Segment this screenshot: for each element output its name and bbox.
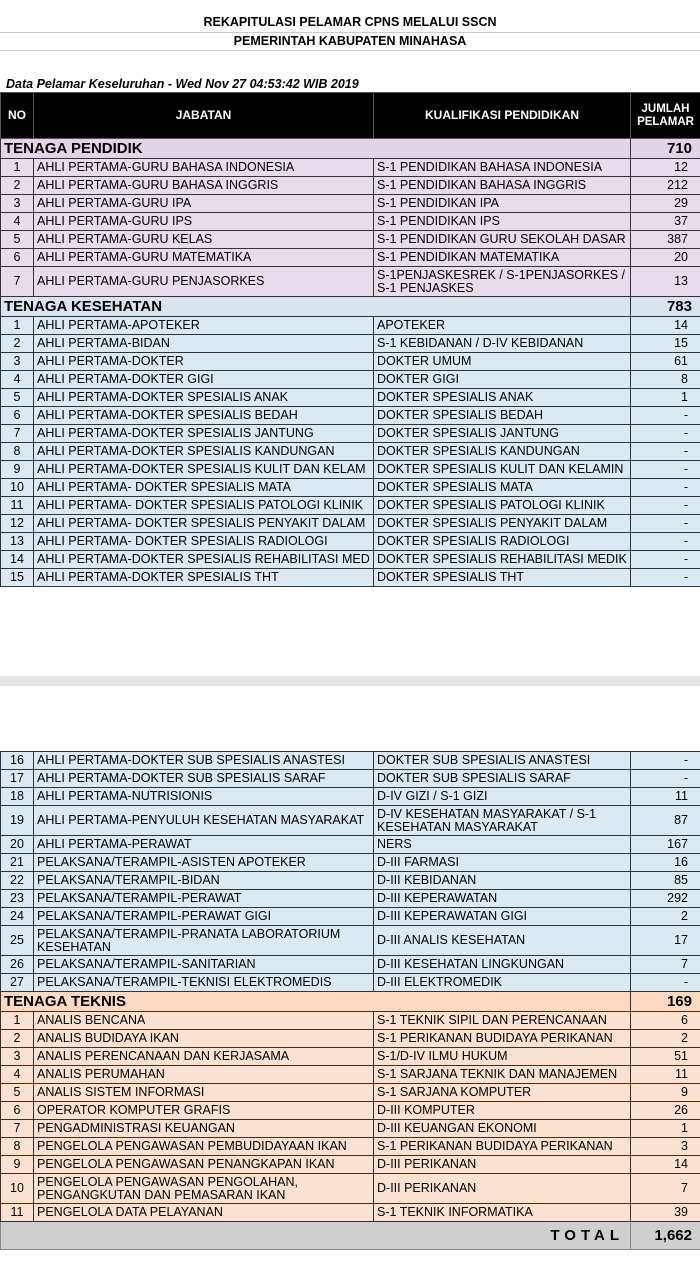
row-jabatan: AHLI PERTAMA-DOKTER SPESIALIS BEDAH bbox=[34, 407, 374, 425]
table-row bbox=[1, 854, 700, 872]
row-jumlah: - bbox=[631, 974, 700, 992]
row-jumlah: 16 bbox=[631, 854, 700, 872]
table-row bbox=[1, 425, 700, 443]
row-jabatan: ANALIS BENCANA bbox=[34, 1012, 374, 1030]
table-row bbox=[1, 497, 700, 515]
row-kualifikasi: DOKTER SPESIALIS ANAK bbox=[374, 389, 631, 407]
row-jabatan: AHLI PERTAMA-DOKTER SPESIALIS REHABILITASI MED bbox=[34, 551, 374, 569]
row-jumlah: - bbox=[631, 479, 700, 497]
row-number: 4 bbox=[1, 213, 34, 231]
row-jumlah: 292 bbox=[631, 890, 700, 908]
row-jumlah: 7 bbox=[631, 956, 700, 974]
table-row bbox=[1, 1102, 700, 1120]
row-number: 21 bbox=[1, 854, 34, 872]
row-kualifikasi: S-1 TEKNIK INFORMATIKA bbox=[374, 1204, 631, 1222]
pendidik-rows bbox=[1, 139, 700, 297]
table-row bbox=[1, 1048, 700, 1066]
table-row bbox=[1, 195, 700, 213]
row-kualifikasi: S-1 KEBIDANAN / D-IV KEBIDANAN bbox=[374, 335, 631, 353]
row-jumlah: 37 bbox=[631, 213, 700, 231]
table-row bbox=[1, 974, 700, 992]
row-number: 11 bbox=[1, 1204, 34, 1222]
total-label: TOTAL bbox=[1, 1222, 631, 1250]
table-row bbox=[1, 569, 700, 587]
table-row bbox=[1, 159, 700, 177]
row-kualifikasi: S-1 SARJANA TEKNIK DAN MANAJEMEN bbox=[374, 1066, 631, 1084]
row-jabatan: AHLI PERTAMA-DOKTER GIGI bbox=[34, 371, 374, 389]
table-row bbox=[1, 872, 700, 890]
row-jabatan: PENGADMINISTRASI KEUANGAN bbox=[34, 1120, 374, 1138]
row-jumlah: 2 bbox=[631, 908, 700, 926]
row-number: 1 bbox=[1, 159, 34, 177]
row-jumlah: 51 bbox=[631, 1048, 700, 1066]
row-number: 6 bbox=[1, 249, 34, 267]
table-row bbox=[1, 956, 700, 974]
row-jumlah: - bbox=[631, 461, 700, 479]
table-row bbox=[1, 1030, 700, 1048]
row-jumlah: - bbox=[631, 533, 700, 551]
table-row bbox=[1, 317, 700, 335]
row-jumlah: 61 bbox=[631, 353, 700, 371]
row-jabatan: PELAKSANA/TERAMPIL-PRANATA LABORATORIUM KESEHATAN bbox=[34, 926, 374, 956]
row-kualifikasi: D-III FARMASI bbox=[374, 854, 631, 872]
table-row bbox=[1, 806, 700, 836]
row-number: 6 bbox=[1, 407, 34, 425]
row-jabatan: PELAKSANA/TERAMPIL-PERAWAT GIGI bbox=[34, 908, 374, 926]
teknis-rows bbox=[1, 992, 700, 1222]
table-row bbox=[1, 533, 700, 551]
row-jumlah: - bbox=[631, 515, 700, 533]
row-jabatan: PELAKSANA/TERAMPIL-SANITARIAN bbox=[34, 956, 374, 974]
table-row bbox=[1, 1156, 700, 1174]
row-jabatan: ANALIS PERENCANAAN DAN KERJASAMA bbox=[34, 1048, 374, 1066]
row-number: 19 bbox=[1, 806, 34, 836]
row-kualifikasi: S-1 PENDIDIKAN BAHASA INGGRIS bbox=[374, 177, 631, 195]
row-jumlah: 1 bbox=[631, 389, 700, 407]
row-jabatan: PENGELOLA PENGAWASAN PENANGKAPAN IKAN bbox=[34, 1156, 374, 1174]
row-jumlah: 26 bbox=[631, 1102, 700, 1120]
row-number: 16 bbox=[1, 752, 34, 770]
row-jabatan: AHLI PERTAMA-DOKTER SPESIALIS KULIT DAN KELAM bbox=[34, 461, 374, 479]
table-row bbox=[1, 407, 700, 425]
header-kualifikasi: KUALIFIKASI PENDIDIKAN bbox=[374, 93, 631, 139]
row-number: 12 bbox=[1, 515, 34, 533]
row-jumlah: 14 bbox=[631, 1156, 700, 1174]
total-row bbox=[1, 1222, 700, 1250]
row-jabatan: PELAKSANA/TERAMPIL-PERAWAT bbox=[34, 890, 374, 908]
row-jumlah: 39 bbox=[631, 1204, 700, 1222]
row-number: 24 bbox=[1, 908, 34, 926]
table-row bbox=[1, 177, 700, 195]
row-jabatan: AHLI PERTAMA-DOKTER SPESIALIS KANDUNGAN bbox=[34, 443, 374, 461]
row-number: 2 bbox=[1, 177, 34, 195]
kesehatan-rows-top bbox=[1, 297, 700, 587]
table-row bbox=[1, 249, 700, 267]
category-name: TENAGA KESEHATAN bbox=[1, 297, 631, 317]
table-row bbox=[1, 389, 700, 407]
row-kualifikasi: DOKTER SPESIALIS MATA bbox=[374, 479, 631, 497]
row-number: 7 bbox=[1, 1120, 34, 1138]
row-kualifikasi: S-1 PERIKANAN BUDIDAYA PERIKANAN bbox=[374, 1030, 631, 1048]
table-row bbox=[1, 1138, 700, 1156]
table-row bbox=[1, 836, 700, 854]
row-jabatan: ANALIS BUDIDAYA IKAN bbox=[34, 1030, 374, 1048]
row-kualifikasi: DOKTER GIGI bbox=[374, 371, 631, 389]
kesehatan-rows-bottom bbox=[1, 752, 700, 992]
row-kualifikasi: DOKTER SUB SPESIALIS ANASTESI bbox=[374, 752, 631, 770]
row-number: 20 bbox=[1, 836, 34, 854]
row-jabatan: AHLI PERTAMA-BIDAN bbox=[34, 335, 374, 353]
row-kualifikasi: D-III ELEKTROMEDIK bbox=[374, 974, 631, 992]
row-jumlah: 7 bbox=[631, 1174, 700, 1204]
row-kualifikasi: DOKTER UMUM bbox=[374, 353, 631, 371]
row-jabatan: PELAKSANA/TERAMPIL-BIDAN bbox=[34, 872, 374, 890]
row-number: 6 bbox=[1, 1102, 34, 1120]
row-number: 10 bbox=[1, 479, 34, 497]
row-jabatan: AHLI PERTAMA-PENYULUH KESEHATAN MASYARAKAT bbox=[34, 806, 374, 836]
row-kualifikasi: S-1 SARJANA KOMPUTER bbox=[374, 1084, 631, 1102]
row-jumlah: 17 bbox=[631, 926, 700, 956]
row-jumlah: - bbox=[631, 407, 700, 425]
table-row bbox=[1, 1174, 700, 1204]
category-total: 783 bbox=[631, 297, 700, 317]
row-kualifikasi: S-1 PENDIDIKAN IPA bbox=[374, 195, 631, 213]
row-jumlah: - bbox=[631, 551, 700, 569]
row-jumlah: - bbox=[631, 425, 700, 443]
header-no: NO bbox=[1, 93, 34, 139]
row-number: 5 bbox=[1, 389, 34, 407]
row-number: 5 bbox=[1, 1084, 34, 1102]
row-jabatan: AHLI PERTAMA- DOKTER SPESIALIS PENYAKIT DALAM bbox=[34, 515, 374, 533]
row-jabatan: AHLI PERTAMA- DOKTER SPESIALIS PATOLOGI KLINIK bbox=[34, 497, 374, 515]
row-jumlah: 387 bbox=[631, 231, 700, 249]
row-number: 27 bbox=[1, 974, 34, 992]
table-row bbox=[1, 1120, 700, 1138]
row-number: 5 bbox=[1, 231, 34, 249]
table-row bbox=[1, 752, 700, 770]
row-number: 1 bbox=[1, 317, 34, 335]
category-name: TENAGA PENDIDIK bbox=[1, 139, 631, 159]
row-jabatan: AHLI PERTAMA-DOKTER bbox=[34, 353, 374, 371]
row-jumlah: - bbox=[631, 569, 700, 587]
row-jumlah: 29 bbox=[631, 195, 700, 213]
row-kualifikasi: APOTEKER bbox=[374, 317, 631, 335]
row-jumlah: - bbox=[631, 443, 700, 461]
row-kualifikasi: DOKTER SPESIALIS THT bbox=[374, 569, 631, 587]
row-jumlah: 3 bbox=[631, 1138, 700, 1156]
row-jabatan: PENGELOLA PENGAWASAN PENGOLAHAN, PENGANGKUTAN DAN PEMASARAN IKAN bbox=[34, 1174, 374, 1204]
table-row bbox=[1, 1012, 700, 1030]
row-kualifikasi: S-1 PENDIDIKAN IPS bbox=[374, 213, 631, 231]
row-jumlah: 11 bbox=[631, 1066, 700, 1084]
table-row bbox=[1, 1204, 700, 1222]
table-row bbox=[1, 770, 700, 788]
table-section-2 bbox=[0, 751, 700, 1250]
row-kualifikasi: S-1 PENDIDIKAN GURU SEKOLAH DASAR bbox=[374, 231, 631, 249]
table-row bbox=[1, 335, 700, 353]
row-kualifikasi: S-1/D-IV ILMU HUKUM bbox=[374, 1048, 631, 1066]
row-jumlah: 13 bbox=[631, 267, 700, 297]
table-row bbox=[1, 231, 700, 249]
row-number: 9 bbox=[1, 461, 34, 479]
row-kualifikasi: DOKTER SPESIALIS PATOLOGI KLINIK bbox=[374, 497, 631, 515]
row-kualifikasi: D-III KEPERAWATAN GIGI bbox=[374, 908, 631, 926]
header-jabatan: JABATAN bbox=[34, 93, 374, 139]
row-jumlah: 212 bbox=[631, 177, 700, 195]
row-number: 7 bbox=[1, 267, 34, 297]
row-jabatan: AHLI PERTAMA-DOKTER SUB SPESIALIS SARAF bbox=[34, 770, 374, 788]
row-jabatan: AHLI PERTAMA-DOKTER SUB SPESIALIS ANASTESI bbox=[34, 752, 374, 770]
row-jabatan: AHLI PERTAMA-DOKTER SPESIALIS ANAK bbox=[34, 389, 374, 407]
row-jabatan: AHLI PERTAMA-NUTRISIONIS bbox=[34, 788, 374, 806]
row-jumlah: 14 bbox=[631, 317, 700, 335]
row-kualifikasi: DOKTER SPESIALIS PENYAKIT DALAM bbox=[374, 515, 631, 533]
row-number: 10 bbox=[1, 1174, 34, 1204]
row-number: 4 bbox=[1, 371, 34, 389]
row-number: 13 bbox=[1, 533, 34, 551]
row-number: 2 bbox=[1, 335, 34, 353]
row-jabatan: ANALIS SISTEM INFORMASI bbox=[34, 1084, 374, 1102]
total-value: 1,662 bbox=[631, 1222, 700, 1250]
row-kualifikasi: DOKTER SPESIALIS RADIOLOGI bbox=[374, 533, 631, 551]
row-jumlah: 11 bbox=[631, 788, 700, 806]
row-jabatan: AHLI PERTAMA-DOKTER SPESIALIS THT bbox=[34, 569, 374, 587]
table-row bbox=[1, 1066, 700, 1084]
row-jabatan: AHLI PERTAMA-GURU IPA bbox=[34, 195, 374, 213]
table-row bbox=[1, 890, 700, 908]
table-row bbox=[1, 908, 700, 926]
category-name: TENAGA TEKNIS bbox=[1, 992, 631, 1012]
table-head bbox=[1, 93, 700, 139]
row-jabatan: AHLI PERTAMA-APOTEKER bbox=[34, 317, 374, 335]
row-kualifikasi: S-1 PENDIDIKAN MATEMATIKA bbox=[374, 249, 631, 267]
category-row bbox=[1, 139, 700, 159]
row-kualifikasi: D-III KEPERAWATAN bbox=[374, 890, 631, 908]
row-number: 8 bbox=[1, 443, 34, 461]
row-number: 17 bbox=[1, 770, 34, 788]
table-row bbox=[1, 788, 700, 806]
row-kualifikasi: DOKTER SPESIALIS BEDAH bbox=[374, 407, 631, 425]
row-number: 25 bbox=[1, 926, 34, 956]
row-jumlah: 20 bbox=[631, 249, 700, 267]
data-timestamp: Data Pelamar Keseluruhan - Wed Nov 27 04:53:42 WIB 2019 bbox=[6, 77, 359, 91]
row-number: 7 bbox=[1, 425, 34, 443]
report-subtitle: PEMERINTAH KABUPATEN MINAHASA bbox=[0, 32, 700, 50]
row-number: 23 bbox=[1, 890, 34, 908]
row-jumlah: 87 bbox=[631, 806, 700, 836]
row-number: 11 bbox=[1, 497, 34, 515]
table-row bbox=[1, 1084, 700, 1102]
row-jabatan: PENGELOLA PENGAWASAN PEMBUDIDAYAAN IKAN bbox=[34, 1138, 374, 1156]
row-jumlah: 1 bbox=[631, 1120, 700, 1138]
row-kualifikasi: DOKTER SPESIALIS JANTUNG bbox=[374, 425, 631, 443]
row-kualifikasi: DOKTER SUB SPESIALIS SARAF bbox=[374, 770, 631, 788]
table-row bbox=[1, 267, 700, 297]
row-number: 18 bbox=[1, 788, 34, 806]
row-jumlah: - bbox=[631, 770, 700, 788]
table-section-1 bbox=[0, 92, 700, 587]
row-jumlah: 6 bbox=[631, 1012, 700, 1030]
row-jumlah: 85 bbox=[631, 872, 700, 890]
row-number: 3 bbox=[1, 353, 34, 371]
row-kualifikasi: D-III KEBIDANAN bbox=[374, 872, 631, 890]
row-kualifikasi: D-IV GIZI / S-1 GIZI bbox=[374, 788, 631, 806]
row-jabatan: AHLI PERTAMA-PERAWAT bbox=[34, 836, 374, 854]
row-jumlah: - bbox=[631, 752, 700, 770]
category-row bbox=[1, 297, 700, 317]
table-row bbox=[1, 461, 700, 479]
page-break bbox=[0, 676, 700, 686]
table-row bbox=[1, 926, 700, 956]
row-kualifikasi: D-III ANALIS KESEHATAN bbox=[374, 926, 631, 956]
report-title: REKAPITULASI PELAMAR CPNS MELALUI SSCN bbox=[0, 14, 700, 32]
row-kualifikasi: DOKTER SPESIALIS KULIT DAN KELAMIN bbox=[374, 461, 631, 479]
row-jumlah: 8 bbox=[631, 371, 700, 389]
category-total: 169 bbox=[631, 992, 700, 1012]
row-kualifikasi: D-III PERIKANAN bbox=[374, 1174, 631, 1204]
report-title-block bbox=[0, 14, 700, 51]
row-jabatan: AHLI PERTAMA- DOKTER SPESIALIS MATA bbox=[34, 479, 374, 497]
row-jabatan: ANALIS PERUMAHAN bbox=[34, 1066, 374, 1084]
table-row bbox=[1, 443, 700, 461]
row-jumlah: 9 bbox=[631, 1084, 700, 1102]
row-number: 15 bbox=[1, 569, 34, 587]
row-jabatan: AHLI PERTAMA-GURU BAHASA INDONESIA bbox=[34, 159, 374, 177]
row-jabatan: AHLI PERTAMA-GURU BAHASA INGGRIS bbox=[34, 177, 374, 195]
row-kualifikasi: DOKTER SPESIALIS REHABILITASI MEDIK bbox=[374, 551, 631, 569]
row-number: 26 bbox=[1, 956, 34, 974]
row-number: 9 bbox=[1, 1156, 34, 1174]
row-number: 1 bbox=[1, 1012, 34, 1030]
row-jabatan: OPERATOR KOMPUTER GRAFIS bbox=[34, 1102, 374, 1120]
row-jumlah: 167 bbox=[631, 836, 700, 854]
row-kualifikasi: S-1 PERIKANAN BUDIDAYA PERIKANAN bbox=[374, 1138, 631, 1156]
row-kualifikasi: D-IV KESEHATAN MASYARAKAT / S-1 KESEHATAN MASYARAKAT bbox=[374, 806, 631, 836]
row-kualifikasi: D-III PERIKANAN bbox=[374, 1156, 631, 1174]
row-jumlah: 12 bbox=[631, 159, 700, 177]
table-row bbox=[1, 515, 700, 533]
row-number: 3 bbox=[1, 195, 34, 213]
row-kualifikasi: S-1 TEKNIK SIPIL DAN PERENCANAAN bbox=[374, 1012, 631, 1030]
table-row bbox=[1, 479, 700, 497]
row-jabatan: AHLI PERTAMA- DOKTER SPESIALIS RADIOLOGI bbox=[34, 533, 374, 551]
row-number: 3 bbox=[1, 1048, 34, 1066]
row-jabatan: PELAKSANA/TERAMPIL-ASISTEN APOTEKER bbox=[34, 854, 374, 872]
table-row bbox=[1, 353, 700, 371]
row-number: 22 bbox=[1, 872, 34, 890]
row-kualifikasi: S-1 PENDIDIKAN BAHASA INDONESIA bbox=[374, 159, 631, 177]
category-row bbox=[1, 992, 700, 1012]
table-row bbox=[1, 551, 700, 569]
row-number: 14 bbox=[1, 551, 34, 569]
row-kualifikasi: D-III KOMPUTER bbox=[374, 1102, 631, 1120]
row-kualifikasi: D-III KEUANGAN EKONOMI bbox=[374, 1120, 631, 1138]
table-row bbox=[1, 213, 700, 231]
row-jabatan: AHLI PERTAMA-DOKTER SPESIALIS JANTUNG bbox=[34, 425, 374, 443]
row-number: 4 bbox=[1, 1066, 34, 1084]
row-number: 8 bbox=[1, 1138, 34, 1156]
row-jabatan: PENGELOLA DATA PELAYANAN bbox=[34, 1204, 374, 1222]
row-jabatan: AHLI PERTAMA-GURU IPS bbox=[34, 213, 374, 231]
row-jabatan: AHLI PERTAMA-GURU PENJASORKES bbox=[34, 267, 374, 297]
row-jumlah: - bbox=[631, 497, 700, 515]
row-jabatan: PELAKSANA/TERAMPIL-TEKNISI ELEKTROMEDIS bbox=[34, 974, 374, 992]
header-jumlah: JUMLAH PELAMAR bbox=[631, 93, 700, 139]
row-jabatan: AHLI PERTAMA-GURU MATEMATIKA bbox=[34, 249, 374, 267]
row-jumlah: 15 bbox=[631, 335, 700, 353]
row-number: 2 bbox=[1, 1030, 34, 1048]
row-kualifikasi: DOKTER SPESIALIS KANDUNGAN bbox=[374, 443, 631, 461]
row-jumlah: 2 bbox=[631, 1030, 700, 1048]
total-row-group bbox=[1, 1222, 700, 1250]
row-kualifikasi: D-III KESEHATAN LINGKUNGAN bbox=[374, 956, 631, 974]
category-total: 710 bbox=[631, 139, 700, 159]
row-kualifikasi: NERS bbox=[374, 836, 631, 854]
row-jabatan: AHLI PERTAMA-GURU KELAS bbox=[34, 231, 374, 249]
table-row bbox=[1, 371, 700, 389]
row-kualifikasi: S-1PENJASKESREK / S-1PENJASORKES / S-1 PENJASKES bbox=[374, 267, 631, 297]
